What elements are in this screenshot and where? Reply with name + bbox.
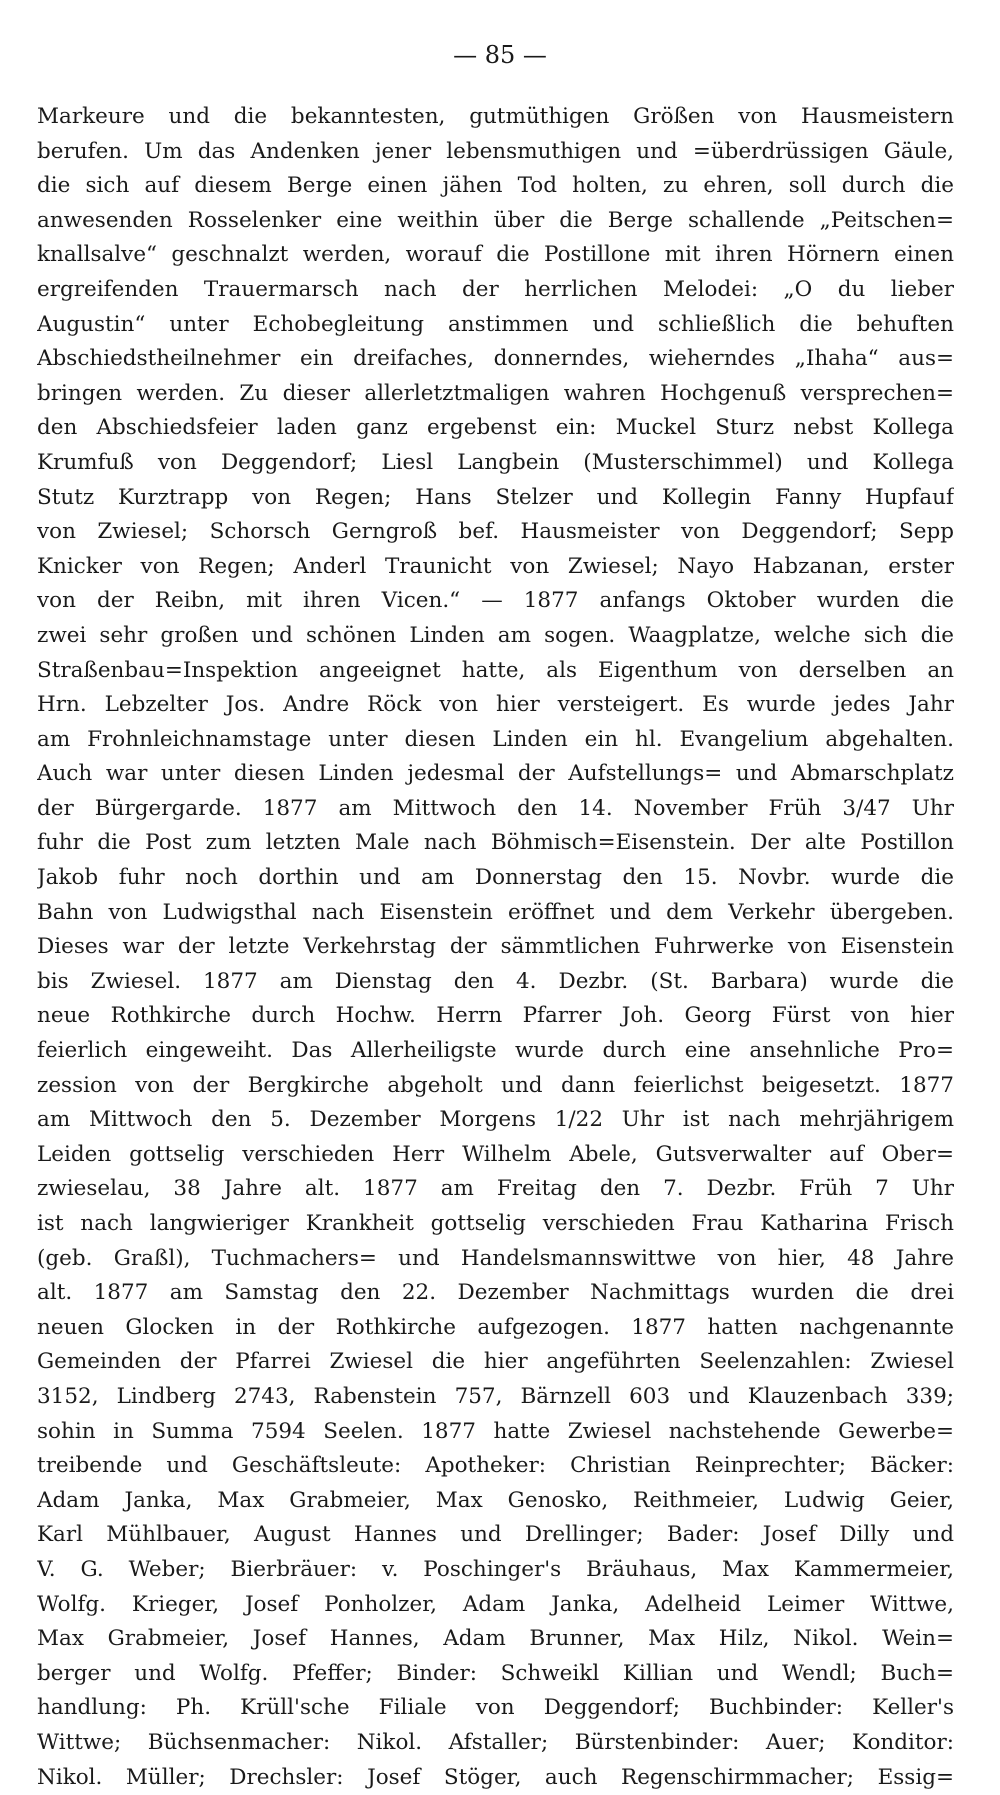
text-line: Bahn von Ludwigsthal nach Eisenstein eröffnet und dem Verkehr übergeben. <box>37 896 954 931</box>
text-line: zwei sehr großen und schönen Linden am sogen. Waagplatze, welche sich die <box>37 619 954 654</box>
text-line: die sich auf diesem Berge einen jähen Tod holten, zu ehren, soll durch die <box>37 169 954 204</box>
text-line: ergreifenden Trauermarsch nach der herrlichen Melodei: „O du lieber <box>37 273 954 308</box>
text-line: von der Reibn, mit ihren Vicen.“ — 1877 anfangs Oktober wurden die <box>37 584 954 619</box>
text-line: Dieses war der letzte Verkehrstag der sämmtlichen Fuhrwerke von Eisenstein <box>37 930 954 965</box>
text-line: sohin in Summa 7594 Seelen. 1877 hatte Zwiesel nachstehende Gewerbe= <box>37 1415 954 1450</box>
text-line: neue Rothkirche durch Hochw. Herrn Pfarrer Joh. Georg Fürst von hier <box>37 999 954 1034</box>
text-line: Leiden gottselig verschieden Herr Wilhelm Abele, Gutsverwalter auf Ober= <box>37 1138 954 1173</box>
text-line: Karl Mühlbauer, August Hannes und Drellinger; Bader: Josef Dilly und <box>37 1518 954 1553</box>
text-line: Straßenbau=Inspektion angeeignet hatte, als Eigenthum von derselben an <box>37 654 954 689</box>
text-line: Augustin“ unter Echobegleitung anstimmen und schließlich die behuften <box>37 308 954 343</box>
text-line: der Bürgergarde. 1877 am Mittwoch den 14. November Früh 3/47 Uhr <box>37 792 954 827</box>
text-line: handlung: Ph. Krüll'sche Filiale von Deggendorf; Buchbinder: Keller's <box>37 1691 954 1726</box>
text-line: neuen Glocken in der Rothkirche aufgezogen. 1877 hatten nachgenannte <box>37 1311 954 1346</box>
text-line: feierlich eingeweiht. Das Allerheiligste wurde durch eine ansehnliche Pro= <box>37 1034 954 1069</box>
text-line: Adam Janka, Max Grabmeier, Max Genosko, Reithmeier, Ludwig Geier, <box>37 1484 954 1519</box>
text-line: Gemeinden der Pfarrei Zwiesel die hier angeführten Seelenzahlen: Zwiesel <box>37 1345 954 1380</box>
text-line: am Mittwoch den 5. Dezember Morgens 1/22 Uhr ist nach mehrjährigem <box>37 1103 954 1138</box>
text-line: anwesenden Rosselenker eine weithin über die Berge schallende „Peitschen= <box>37 204 954 239</box>
text-line: (geb. Graßl), Tuchmachers= und Handelsmannswittwe von hier, 48 Jahre <box>37 1242 954 1277</box>
page-number: — 85 — <box>0 40 1000 70</box>
text-line: berufen. Um das Andenken jener lebensmuthigen und =überdrüssigen Gäule, <box>37 135 954 170</box>
text-line: von Zwiesel; Schorsch Gerngroß bef. Hausmeister von Deggendorf; Sepp <box>37 515 954 550</box>
text-line: Wittwe; Büchsenmacher: Nikol. Afstaller; Bürstenbinder: Auer; Konditor: <box>37 1726 954 1761</box>
text-line: zession von der Bergkirche abgeholt und dann feierlichst beigesetzt. 1877 <box>37 1069 954 1104</box>
text-line: Nikol. Müller; Drechsler: Josef Stöger, auch Regenschirmmacher; Essig= <box>37 1761 954 1795</box>
text-line: treibende und Geschäftsleute: Apotheker: Christian Reinprechter; Bäcker: <box>37 1449 954 1484</box>
text-line: Stutz Kurztrapp von Regen; Hans Stelzer und Kollegin Fanny Hupfauf <box>37 481 954 516</box>
text-line: V. G. Weber; Bierbräuer: v. Poschinger's Bräuhaus, Max Kammermeier, <box>37 1553 954 1588</box>
text-line: Hrn. Lebzelter Jos. Andre Röck von hier versteigert. Es wurde jedes Jahr <box>37 688 954 723</box>
text-line: Abschiedstheilnehmer ein dreifaches, donnerndes, wieherndes „Ihaha“ aus= <box>37 342 954 377</box>
text-line: knallsalve“ geschnalzt werden, worauf die Postillone mit ihren Hörnern einen <box>37 238 954 273</box>
text-line: Krumfuß von Deggendorf; Liesl Langbein (Musterschimmel) und Kollega <box>37 446 954 481</box>
text-line: zwieselau, 38 Jahre alt. 1877 am Freitag den 7. Dezbr. Früh 7 Uhr <box>37 1172 954 1207</box>
text-line: bringen werden. Zu dieser allerletztmaligen wahren Hochgenuß versprechen= <box>37 377 954 412</box>
text-line: den Abschiedsfeier laden ganz ergebenst ein: Muckel Sturz nebst Kollega <box>37 411 954 446</box>
text-line: Max Grabmeier, Josef Hannes, Adam Brunner, Max Hilz, Nikol. Wein= <box>37 1622 954 1657</box>
text-line: bis Zwiesel. 1877 am Dienstag den 4. Dezbr. (St. Barbara) wurde die <box>37 965 954 1000</box>
text-line: am Frohnleichnamstage unter diesen Linden ein hl. Evangelium abgehalten. <box>37 723 954 758</box>
text-line: alt. 1877 am Samstag den 22. Dezember Nachmittags wurden die drei <box>37 1276 954 1311</box>
text-line: 3152, Lindberg 2743, Rabenstein 757, Bärnzell 603 und Klauzenbach 339; <box>37 1380 954 1415</box>
text-line: Wolfg. Krieger, Josef Ponholzer, Adam Janka, Adelheid Leimer Wittwe, <box>37 1588 954 1623</box>
body-text <box>37 100 954 1795</box>
text-line: Knicker von Regen; Anderl Traunicht von Zwiesel; Nayo Habzanan, erster <box>37 550 954 585</box>
text-line: Jakob fuhr noch dorthin und am Donnerstag den 15. Novbr. wurde die <box>37 861 954 896</box>
text-line: ist nach langwieriger Krankheit gottselig verschieden Frau Katharina Frisch <box>37 1207 954 1242</box>
text-line: Markeure und die bekanntesten, gutmüthigen Größen von Hausmeistern <box>37 100 954 135</box>
text-line: Auch war unter diesen Linden jedesmal der Aufstellungs= und Abmarschplatz <box>37 757 954 792</box>
text-line: berger und Wolfg. Pfeffer; Binder: Schweikl Killian und Wendl; Buch= <box>37 1657 954 1692</box>
text-line: fuhr die Post zum letzten Male nach Böhmisch=Eisenstein. Der alte Postillon <box>37 826 954 861</box>
